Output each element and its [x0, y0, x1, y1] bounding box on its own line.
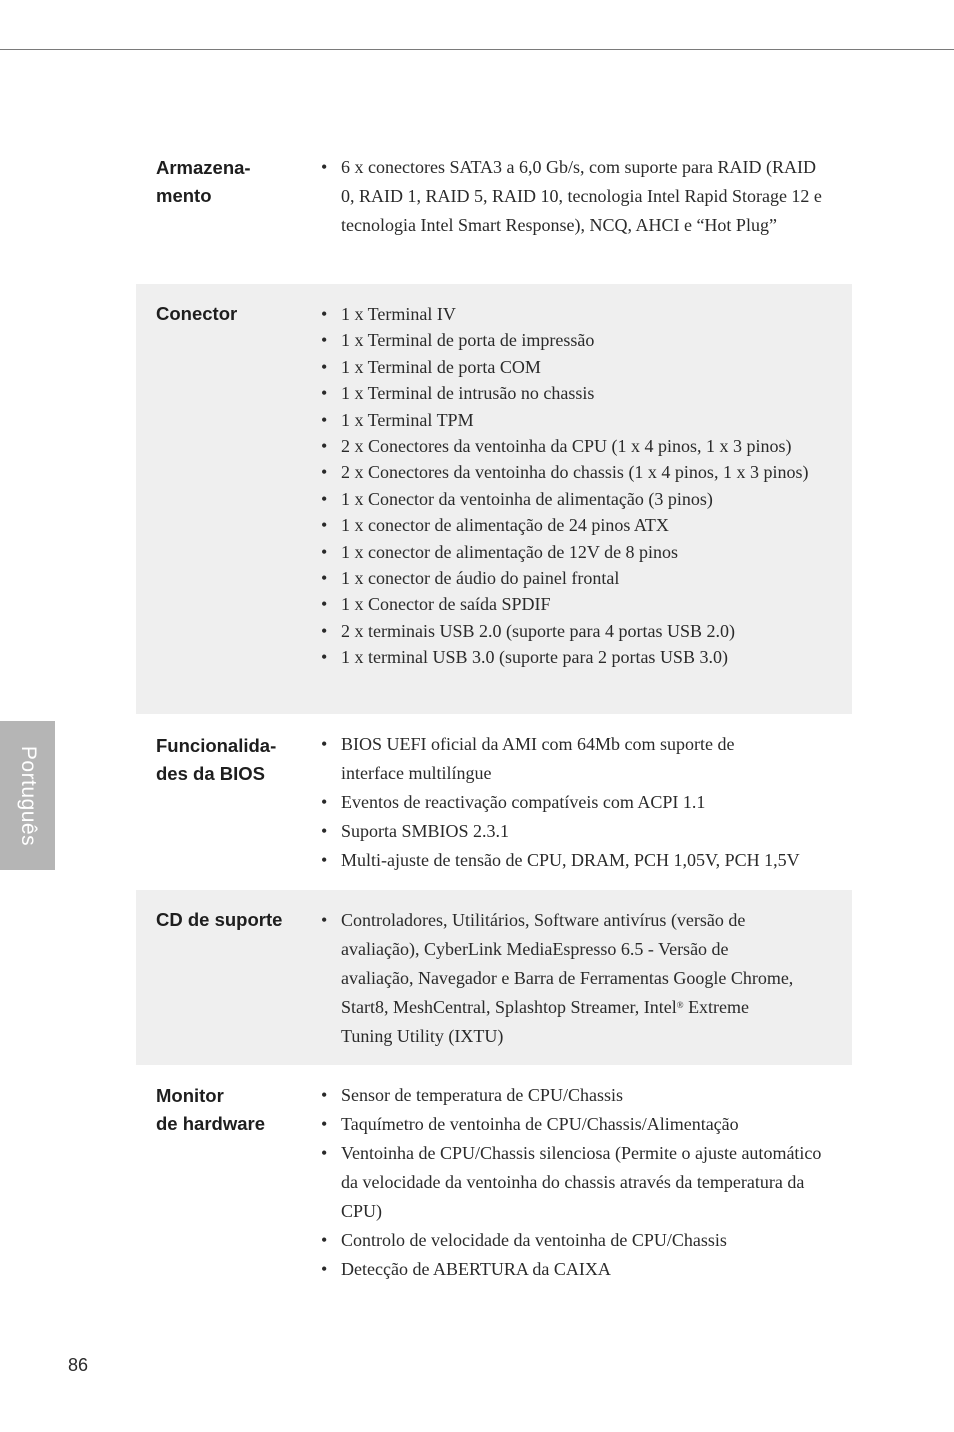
- spec-label-bios: [156, 732, 276, 788]
- label-line: Conector: [156, 303, 238, 324]
- spec-list-hardware-monitor: [341, 1081, 831, 1284]
- spec-item: • Taquímetro de ventoinha de CPU/Chassis/Alimentação: [341, 1110, 831, 1139]
- spec-item: • 1 x Terminal de intrusão no chassis: [341, 380, 831, 406]
- spec-item: • Controlo de velocidade da ventoinha de CPU/Chassis: [341, 1226, 831, 1255]
- spec-item: • 1 x Terminal TPM: [341, 407, 831, 433]
- language-tab-label: Português: [16, 745, 40, 846]
- spec-section-support-cd: [136, 890, 852, 1065]
- spec-section-storage: [136, 140, 852, 284]
- spec-item: • Ventoinha de CPU/Chassis silenciosa (Permite o ajuste automático da velocidade da ventoinha do chassis através da temperatura da CPU): [341, 1139, 831, 1226]
- spec-item: • 2 x terminais USB 2.0 (suporte para 4 portas USB 2.0): [341, 618, 831, 644]
- registered-mark: ®: [676, 1000, 684, 1010]
- spec-item: • Detecção de ABERTURA da CAIXA: [341, 1255, 831, 1284]
- spec-item: • 1 x Terminal IV: [341, 301, 831, 327]
- label-line: Armazena-: [156, 157, 251, 178]
- spec-item: • 2 x Conectores da ventoinha do chassis (1 x 4 pinos, 1 x 3 pinos): [341, 459, 831, 485]
- spec-item: • 1 x Conector de saída SPDIF: [341, 591, 831, 617]
- spec-label-hardware-monitor: [156, 1082, 265, 1138]
- spec-item: • Suporta SMBIOS 2.3.1: [341, 817, 836, 846]
- spec-item: [341, 906, 801, 1051]
- label-line: mento: [156, 185, 212, 206]
- spec-list-storage: [341, 153, 831, 240]
- spec-label-support-cd: [156, 906, 282, 934]
- spec-item: • 1 x conector de alimentação de 24 pinos ATX: [341, 512, 831, 538]
- spec-item: • 6 x conectores SATA3 a 6,0 Gb/s, com suporte para RAID (RAID 0, RAID 1, RAID 5, RAID 10, tecnologia Intel Rapid Storage 12 e tecnologia Intel Smart Response), NCQ, AHCI e “Hot Plug”: [341, 153, 831, 240]
- label-line: Funcionalida-: [156, 735, 277, 756]
- spec-item: • 1 x Terminal de porta COM: [341, 354, 831, 380]
- label-line: de hardware: [156, 1113, 265, 1134]
- spec-list-support-cd: [341, 906, 801, 1051]
- label-line: CD de suporte: [156, 909, 283, 930]
- page-number: 86: [68, 1355, 89, 1375]
- spec-item: • 1 x conector de alimentação de 12V de 8 pinos: [341, 539, 831, 565]
- spec-section-bios: [136, 714, 852, 890]
- spec-label-storage: [156, 154, 251, 210]
- spec-item: • Multi-ajuste de tensão de CPU, DRAM, PCH 1,05V, PCH 1,5V: [341, 846, 836, 875]
- header-rule: [0, 49, 954, 50]
- spec-item: • 1 x Conector da ventoinha de alimentação (3 pinos): [341, 486, 831, 512]
- spec-item-text-continued: Extreme Tuning Utility (IXTU): [341, 997, 750, 1046]
- language-side-tab: [0, 721, 55, 870]
- label-line: des da BIOS: [156, 763, 265, 784]
- spec-item-text: Controladores, Utilitários, Software antivírus (versão de avaliação), CyberLink MediaEspresso 6.5 - Versão de avaliação, Navegador e Barra de Ferramentas Google Chrome, Start8, MeshCentral, Splashtop Streamer, Intel: [341, 910, 794, 1017]
- label-line: Monitor: [156, 1085, 224, 1106]
- spec-list-connector: [341, 301, 831, 671]
- spec-item: • Eventos de reactivação compatíveis com ACPI 1.1: [341, 788, 836, 817]
- spec-item: • 1 x Terminal de porta de impressão: [341, 327, 831, 353]
- spec-section-connector: [136, 284, 852, 714]
- spec-item: • BIOS UEFI oficial da AMI com 64Mb com suporte de interface multilíngue: [341, 730, 781, 788]
- spec-section-hardware-monitor: [136, 1065, 852, 1305]
- spec-item: • 1 x terminal USB 3.0 (suporte para 2 portas USB 3.0): [341, 644, 831, 670]
- spec-label-connector: [156, 300, 237, 328]
- spec-item: • 2 x Conectores da ventoinha da CPU (1 x 4 pinos, 1 x 3 pinos): [341, 433, 831, 459]
- spec-list-bios: [341, 730, 836, 875]
- spec-item: • Sensor de temperatura de CPU/Chassis: [341, 1081, 831, 1110]
- spec-item: • 1 x conector de áudio do painel frontal: [341, 565, 831, 591]
